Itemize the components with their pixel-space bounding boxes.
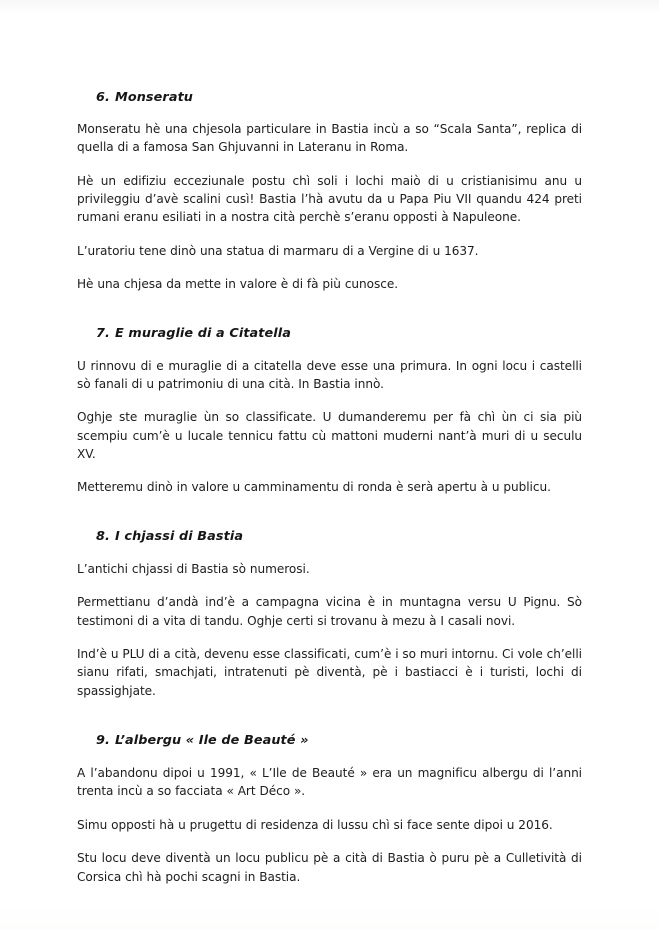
document-section-9 — [77, 733, 582, 886]
paragraph: Monseratu hè una chjesola particulare in Bastia incù a so “Scala Santa”, replica di quella di a famosa San Ghjuvanni in Lateranu in Roma. — [77, 121, 582, 155]
section-title-8: I chjassi di Bastia — [115, 528, 244, 544]
section-heading-6 — [96, 90, 582, 106]
paragraph: L’uratoriu tene dinò una statua di marmaru di a Vergine di u 1637. — [77, 243, 479, 258]
paragraph: Metteremu dinò in valore u camminamentu di ronda è serà apertu à u publicu. — [77, 480, 551, 495]
document-section-7 — [77, 326, 582, 497]
section-number-7: 7. — [96, 325, 110, 341]
paragraph: Hè una chjesa da mette in valore è di fà più cunosce. — [77, 277, 399, 292]
section-number-9: 9. — [96, 733, 110, 749]
paragraph: Stu locu deve diventà un locu publicu pè a cità di Bastia ò puru pè a Culletività di Corsica chì hà pochi scagni in Bastia. — [77, 851, 582, 884]
section-title-7: E muraglie di a Citatella — [115, 325, 291, 341]
paragraph: Hè un edifiziu ecceziunale postu chì soli i lochi maiò di u cristianisimu anu u privileggiu d’avè scalini cusì! Bastia l’hà avutu da u Papa Piu VII quandu 424 preti rumani eranu esiliati in a nostra cità perchè s’eranu opposti à Napuleone. — [77, 173, 582, 225]
section-number-6: 6. — [96, 90, 110, 105]
document-section-6 — [77, 90, 582, 294]
paragraph: Ind’è u PLU di a cità, devenu esse classificati, cum’è i so muri intornu. Ci vole ch’elli sianu rifati, smachjati, intratenuti pè diventà, pè i bastiacci è i turisti, lochi di spassighjate. — [77, 646, 582, 698]
document-section-8 — [77, 529, 582, 700]
paragraph: Oghje ste muraglie ùn so classificate. U dumanderemu per fà chì ùn ci sia più scempiu cum’è u lucale tennicu fattu cù mattoni muderni nant’à muri di u seculu XV. — [77, 410, 582, 462]
paragraph: L’antichi chjassi di Bastia sò numerosi. — [77, 561, 310, 576]
paragraph: Permettianu d’andà ind’è a campagna vicina è in muntagna versu U Pignu. Sò testimoni di a vita di tandu. Oghje certi si trovanu à mezu à I casali novi. — [77, 595, 582, 628]
section-heading-8 — [96, 529, 582, 545]
section-heading-7 — [96, 326, 582, 342]
paragraph: U rinnovu di e muraglie di a citatella deve esse una primura. In ogni locu i castelli sò fanali di u patrimoniu di una cità. In Bastia innò. — [77, 358, 582, 391]
paragraph: Simu opposti hà u prugettu di residenza di lussu chì si face sente dipoi u 2016. — [77, 817, 553, 832]
page-content — [77, 90, 582, 886]
section-title-9: L’albergu « Ile de Beauté » — [115, 733, 309, 749]
section-number-8: 8. — [96, 528, 110, 544]
section-title-6: Monseratu — [115, 90, 194, 105]
paragraph: A l’abandonu dipoi u 1991, « L’Ile de Beauté » era un magnificu albergu di l’anni trenta incù a so facciata « Art Déco ». — [77, 766, 582, 799]
section-heading-9 — [96, 733, 582, 749]
